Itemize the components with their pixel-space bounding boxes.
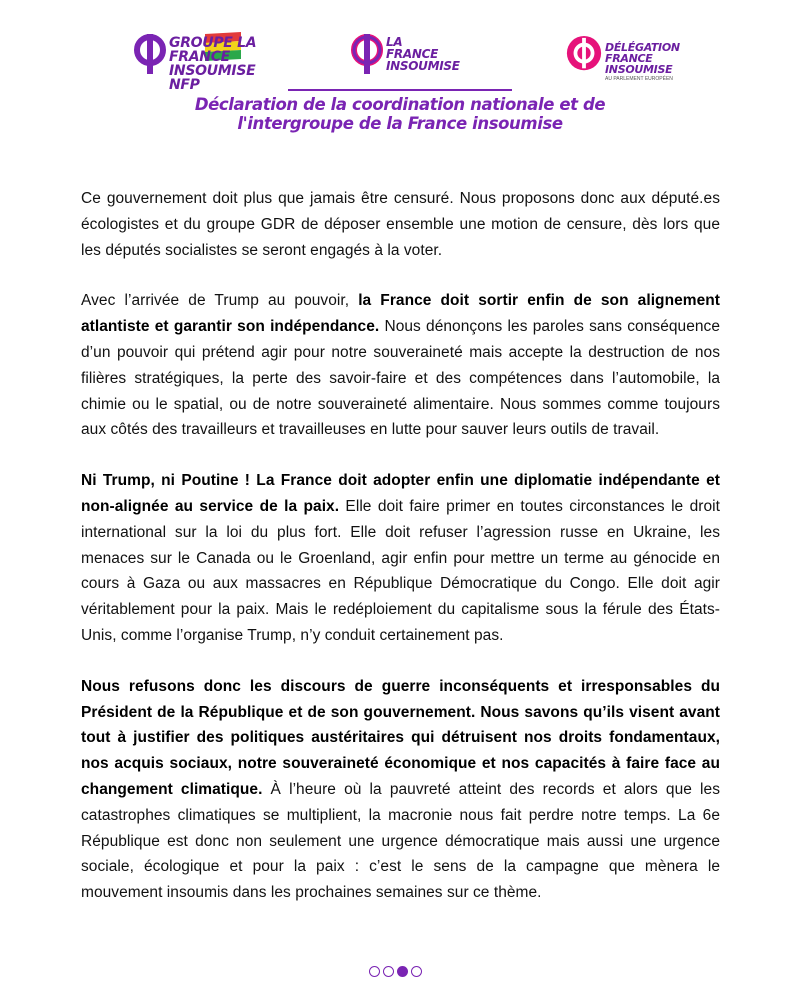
la-france-insoumise-logo — [350, 28, 460, 84]
paragraph-3-rest: Elle doit faire primer en toutes circonstances le droit international sur la loi du plus fort. Elle doit refuser l’agression russe en Ukraine, les menaces sur le Canada ou le Groenland, agir enfin pour mettre un terme au génocide en cours à Gaza ou aux massacres en République Démocratique du Congo. Elle doit agir véritablement pour la paix. Mais le redéploiement du capitalisme sous la férule des États-Unis, comme l’organise Trump, n’y conduit certainement pas. — [81, 497, 720, 644]
document-body — [81, 186, 720, 931]
paragraph-4 — [81, 674, 720, 906]
page-dot-2[interactable] — [383, 966, 394, 977]
paragraph-4-rest: À l’heure où la pauvreté atteint des records et alors que les catastrophes climatiques se multiplient, la macronie nous fait perdre notre temps. La 6e République est donc non seulement une urgence démocratique mais aussi une urgence sociale, écologique et pour la paix : c’est le sens de la campagne que mènera le mouvement insoumis dans les prochaines semaines sur ce thème. — [81, 780, 720, 902]
paragraph-2 — [81, 288, 720, 443]
pagination-dots — [369, 966, 431, 980]
logo-3-text: DÉLÉGATION FRANCE INSOUMISE — [605, 41, 680, 76]
header-logos — [0, 28, 800, 93]
paragraph-3-bold: Ni Trump, ni Poutine ! La France doit adopter enfin une diplomatie indépendante et non-alignée au service de la paix. — [81, 472, 720, 515]
page-dot-1[interactable] — [369, 966, 380, 977]
paragraph-2-intro: Avec l’arrivée de Trump au pouvoir, — [81, 292, 359, 310]
logo-3-subtitle: AU PARLEMENT EUROPÉEN — [605, 76, 673, 82]
la-france-insoumise-assemblee-logo — [133, 28, 258, 93]
paragraph-1: Ce gouvernement doit plus que jamais être censuré. Nous proposons donc aux député.es écologistes et du groupe GDR de déposer ensemble une motion de censure, dès lors que les députés socialistes se seront engagés à la voter. — [81, 190, 720, 259]
paragraph-4-bold: Nous refusons donc les discours de guerre inconséquents et irresponsables du Président de la République et de son gouvernement. Nous savons qu’ils visent avant tout à justifier des politiques austéritaires qui détruisent nos droits fondamentaux, nos acquis sociaux, notre souveraineté économique et nos capacités à faire face au changement climatique. — [81, 677, 720, 798]
header-divider — [288, 89, 512, 91]
phi-symbol-icon — [350, 30, 384, 76]
page-dot-3[interactable] — [397, 966, 408, 977]
logo-2-text: LA FRANCE INSOUMISE — [386, 35, 460, 73]
phi-symbol-icon — [565, 30, 603, 80]
paragraph-2-rest: Nous dénonçons les paroles sans conséquence d’un pouvoir qui prétend agir pour notre souveraineté mais accepte la destruction de nos filières stratégiques, la perte des savoir-faire et des compétences dans l’automobile, la chimie ou le spatial, ou de notre souveraineté alimentaire. Nous sommes comme toujours aux côtés des travailleurs et travailleuses en lutte pour sauver leurs outils de travail. — [81, 318, 721, 439]
logo-1-text: GROUPE LA FRANCE INSOUMISE NFP — [169, 35, 257, 93]
page-dot-4[interactable] — [411, 966, 422, 977]
paragraph-3 — [81, 468, 720, 649]
la-france-insoumise-parlement-europeen-logo — [565, 28, 680, 84]
phi-symbol-icon — [133, 30, 167, 76]
paragraph-2-bold: la France doit sortir enfin de son alignement atlantiste et garantir son indépendance. — [81, 292, 720, 336]
page-title: Déclaration de la coordination nationale et de l'intergroupe de la France insoumise — [194, 95, 606, 133]
